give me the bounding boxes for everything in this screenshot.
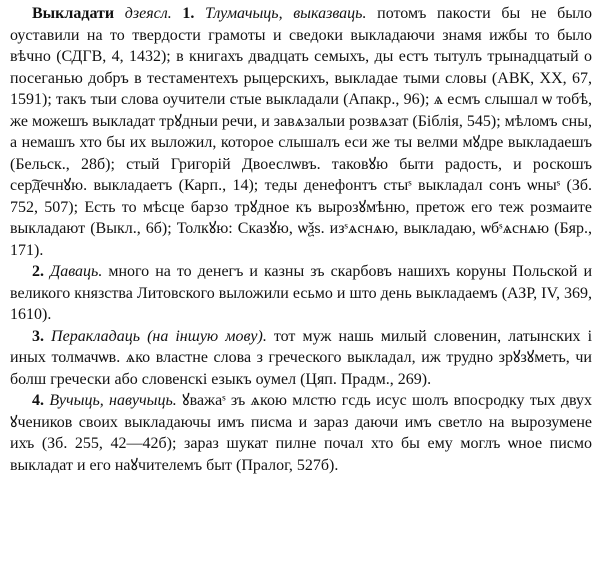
sense-2-text: много на то денегъ и казны зъ скарбовъ нашихъ коруны Польской и великого князства Литовского выложили есьмо и што день выкладаемъ (АЗР, IV, 369, 1610).	[10, 263, 593, 323]
sense-3-number: 3.	[32, 327, 44, 345]
sense-1-paragraph	[10, 3, 592, 261]
sense-2-paragraph	[10, 261, 592, 326]
sense-4-paragraph	[10, 390, 592, 476]
sense-2-gloss: Даваць.	[50, 263, 103, 280]
sense-2-number: 2.	[32, 263, 44, 280]
sense-3-gloss: Перакладаць (на іншую мову).	[51, 327, 267, 345]
headword: Выкладати	[32, 5, 115, 22]
sense-1-text: потомъ пакости бы не было оуставили на то твердости грамоты и сведоки выкладаючи знамя ижбы то было вѣчно (СДГВ, 4, 1432); в книгахъ двадцать семыхъ, ды естъ тытулъ трынадцатый о посеганью добръ в тестаментехъ рыцерскихъ, выкладае тыми словы (АВК, XX, 67, 1591); такъ тыи слова оучители стые выкладали (Апакр., 96); ѧ есмъ слышал ѡ тобѣ, же можешъ выкладат трꙋдныи речи, и завѧзалыи розвѧзат (Біблія, 545); мѣломъ сны, а немашъ хто бы их выложил, которое слышалъ еси же ты велми мꙋдре выкладаешъ (Бельск., 28б); стый Григорій Двоеслѡвъ. таковꙋю быти радость, и роскошъ сер͠дечнꙋю. выкладаетъ (Карп., 14); теды денефонтъ стыˢ выкладал сонъ ѡныˢ (Зб. 752, 507); Есть то мѣсце барзо трꙋдное къ вырозꙋмѣню, претож его теж розмаите выкладают (Выкл., 6б); Толкꙋю: Сказꙋю, ѡѯs. изˢѧснѧю, выкладаю, ѡбˢѧснѧю (Бяр., 171).	[10, 5, 593, 259]
sense-4-text: ꙋважаˢ зъ ѧкою млстю гсдь исус шолъ впосродку тых двух ꙋчеников своих выкладаючы имъ писма и зараз даючи имъ светло на вырозумене ихъ (Зб. 255, 42—42б); зараз шукат пилне почал хто бы ему моглъ ѡное писмо выкладат и его наꙋчителемъ быт (Пралог, 527б).	[10, 392, 593, 474]
sense-4-gloss: Вучыць, навучыць.	[49, 392, 177, 409]
sense-3-paragraph	[10, 326, 592, 391]
part-of-speech: дзеясл.	[124, 5, 172, 22]
sense-3-text: тот муж нашь милый словенин, латынских і иных толмачѡв. ѧко властне слова з греческого выкладал, иж трудно зрꙋзꙋметь, чи болш гречески або словенскі езыкъ оумел (Цяп. Прадм., 269).	[10, 327, 593, 388]
sense-1-gloss: Тлумачыць, выказваць.	[205, 5, 367, 22]
sense-1-number: 1.	[182, 5, 195, 22]
sense-4-number: 4.	[32, 392, 44, 409]
